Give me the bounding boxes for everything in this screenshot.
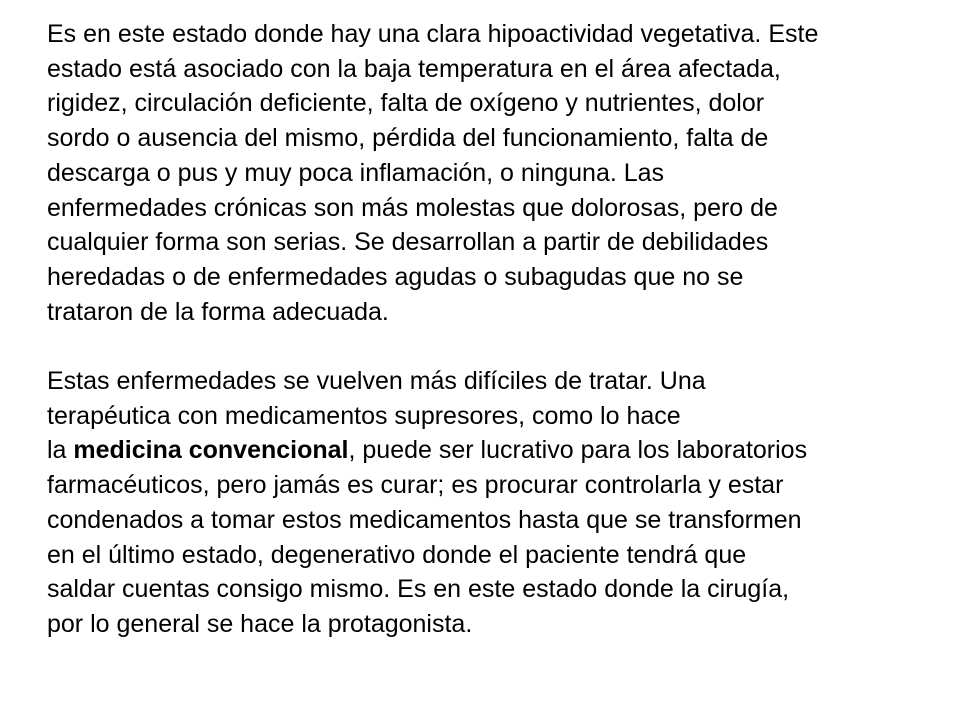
text-line: saldar cuentas consigo mismo. Es en este estado donde la cirugía, xyxy=(47,575,790,604)
bold-term-conventional-medicine: medicina convencional xyxy=(73,436,349,465)
text-line: trataron de la forma adecuada. xyxy=(47,297,389,326)
text-line: cualquier forma son serias. Se desarrollan a partir de debilidades xyxy=(47,228,769,257)
text-fragment: , puede ser lucrativo para los laboratorios xyxy=(348,436,808,465)
paragraph-chronic-state xyxy=(47,17,947,329)
text-line: en el último estado, degenerativo donde el paciente tendrá que xyxy=(47,540,747,569)
text-line: terapéutica con medicamentos supresores, como lo hace xyxy=(47,401,681,430)
text-line: rigidez, circulación deficiente, falta de oxígeno y nutrientes, dolor xyxy=(47,89,765,118)
text-line: heredadas o de enfermedades agudas o subagudas que no se xyxy=(47,262,744,291)
text-line: Es en este estado donde hay una clara hipoactividad vegetativa. Este xyxy=(47,20,819,48)
text-line: sordo o ausencia del mismo, pérdida del funcionamiento, falta de xyxy=(47,124,769,153)
paragraph-treatment xyxy=(47,364,947,642)
text-line: enfermedades crónicas son más molestas que dolorosas, pero de xyxy=(47,193,778,222)
text-line: farmacéuticos, pero jamás es curar; es procurar controlarla y estar xyxy=(47,471,784,500)
text-line: descarga o pus y muy poca inflamación, o ninguna. Las xyxy=(47,158,665,187)
text-line: por lo general se hace la protagonista. xyxy=(47,609,473,638)
text-body xyxy=(47,17,947,642)
text-fragment: la xyxy=(47,436,74,465)
text-line: estado está asociado con la baja temperatura en el área afectada, xyxy=(47,54,781,83)
text-line: Estas enfermedades se vuelven más difíciles de tratar. Una xyxy=(47,367,706,396)
text-line-with-emphasis xyxy=(47,433,947,468)
text-line: condenados a tomar estos medicamentos hasta que se transformen xyxy=(47,505,802,534)
